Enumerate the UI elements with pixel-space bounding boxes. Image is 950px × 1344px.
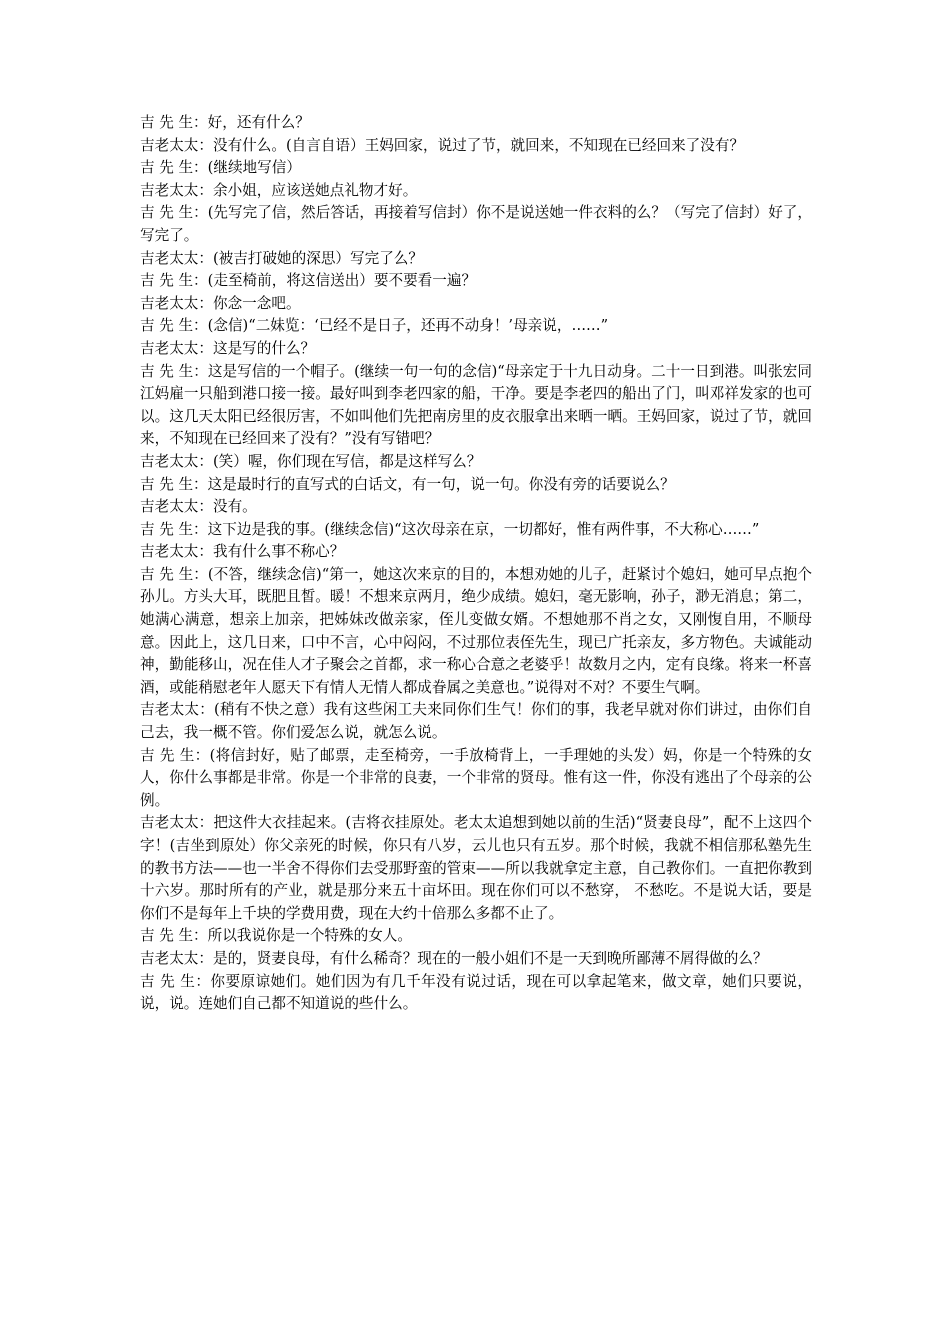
speaker-label: 吉 先 生：	[140, 972, 211, 990]
line-text: 这是写的什么？	[212, 339, 316, 357]
line-text: 你要原谅她们。她们因为有几千年没有说过话，现在可以拿起笔来，做文章，她们只要说，说，说。连她们自己都不知道说的些什么。	[140, 972, 812, 1013]
speaker-label: 吉 先 生：	[140, 204, 208, 222]
dialogue-line	[140, 925, 812, 948]
dialogue-line	[140, 745, 812, 813]
speaker-label: 吉老太太：	[140, 814, 214, 832]
dialogue-line	[140, 112, 812, 135]
line-text: 好，还有什么？	[207, 114, 310, 131]
speaker-label: 吉 先 生：	[140, 272, 208, 290]
line-text: 你念一念吧。	[212, 294, 301, 312]
line-text: 没有。	[212, 498, 257, 516]
speaker-label: 吉 先 生：	[140, 475, 208, 493]
line-text: (先写完了信，然后答话，再接着写信封）你不是说送她一件衣料的么？（写完了信封）好了，写完了。	[140, 204, 813, 244]
line-text: (不答，继续念信)“第一，她这次来京的目的，本想劝她的儿子，赶紧讨个媳妇，她可早点抱个孙儿。方头大耳，既肥且皙。暖！不想来京两月，绝少成绩。媳妇，毫无影响，孙子，渺无消息；第二，她满心满意，想亲上加亲，把姊妹改做亲家，侄儿变做女婿。不想她那不肖之女，又刚愎自用，不顺母意。因此上，这几日来，口中不言，心中闷闷，不过那位表侄先生，现已广托亲友，多方物色。夫诚能动神，勤能移山，况在佳人才子聚会之首都，求一称心合意之老婆乎！故数月之内，定有良缘。将来一杯喜酒，或能稍慰老年人愿天下有情人无情人都成眷属之美意也。”说得对不对？不要生气啊。	[140, 565, 812, 696]
speaker-label: 吉老太太：	[140, 452, 213, 470]
line-text: 这下边是我的事。(继续念信)“这次母亲在京，一切都好，惟有两件事，不大称心……”	[207, 520, 760, 538]
dialogue-line	[140, 519, 812, 542]
speaker-label: 吉 先 生：	[140, 520, 208, 538]
script-dialogue	[140, 112, 812, 1016]
dialogue-line	[140, 699, 812, 744]
speaker-label: 吉 先 生：	[140, 927, 208, 945]
speaker-label: 吉老太太：	[140, 949, 213, 967]
line-text: 我有什么事不称心？	[212, 543, 345, 561]
line-text: (将信封好，贴了邮票，走至椅旁，一手放椅背上，一手理她的头发）妈，你是一个特殊的女人，你什么事都是非常。你是一个非常的良妻，一个非常的贤母。惟有这一件，你没有逃出了个母亲的公例。	[140, 746, 813, 809]
speaker-label: 吉 先 生：	[140, 317, 208, 335]
dialogue-line	[140, 496, 812, 519]
speaker-label: 吉 先 生：	[140, 114, 208, 131]
dialogue-line	[140, 474, 812, 497]
line-text: 余小姐，应该送她点礼物才好。	[212, 181, 418, 199]
speaker-label: 吉 先 生：	[140, 159, 208, 177]
dialogue-line	[140, 451, 812, 474]
dialogue-line	[140, 157, 812, 180]
speaker-label: 吉老太太：	[140, 249, 213, 267]
dialogue-line	[140, 293, 812, 316]
dialogue-line	[140, 315, 812, 338]
line-text: (继续地写信）	[207, 159, 301, 177]
speaker-label: 吉 先 生：	[140, 362, 208, 380]
dialogue-line	[140, 812, 812, 925]
speaker-label: 吉老太太：	[140, 701, 215, 719]
dialogue-line	[140, 202, 812, 247]
line-text: (被吉打破她的深思）写完了么？	[212, 249, 423, 267]
dialogue-line	[140, 180, 812, 203]
dialogue-line	[140, 971, 812, 1016]
line-text: 这是最时行的直写式的白话文，有一句，说一句。你没有旁的话要说么？	[207, 475, 675, 493]
line-text: (稍有不快之意）我有这些闲工夫来同你们生气！你们的事，我老早就对你们讲过，由你们自己去，我一概不管。你们爱怎么说，就怎么说。	[140, 701, 812, 742]
speaker-label: 吉 先 生：	[140, 746, 210, 764]
speaker-label: 吉老太太：	[140, 498, 213, 516]
line-text: 是的，贤妻良母，有什么稀奇？现在的一般小姐们不是一天到晚所鄙薄不屑得做的么？	[212, 949, 768, 967]
dialogue-line	[140, 135, 812, 158]
speaker-label: 吉老太太：	[140, 294, 213, 312]
line-text: 把这件大衣挂起来。(吉将衣挂原处。老太太追想到她以前的生活)“贤妻良母”，配不上这四个字！(吉坐到原处）你父亲死的时候，你只有八岁，云儿也只有五岁。那个时候，我就不相信那私塾先生的教书方法——也一半舍不得你们去受那野蛮的管束——所以我就拿定主意，自己教你们。一直把你教到十六岁。那时所有的产业，就是那分来五十亩坏田。现在你们可以不愁穿， 不愁吃。不是说大话，要是你们不是每年上千块的学费用费，现在大约十倍那么多都不止了。	[140, 814, 812, 922]
speaker-label: 吉老太太：	[140, 136, 213, 154]
line-text: 所以我说你是一个特殊的女人。	[207, 927, 412, 945]
speaker-label: 吉老太太：	[140, 339, 213, 357]
line-text: (念信)“二妹览：‘已经不是日子，还再不动身！’母亲说，……”	[207, 317, 609, 335]
line-text: 没有什么。(自言自语）王妈回家，说过了节，就回来，不知现在已经回来了没有？	[212, 136, 745, 154]
line-text: (笑）喔，你们现在写信，都是这样写么？	[212, 452, 482, 470]
dialogue-line	[140, 564, 812, 700]
dialogue-line	[140, 270, 812, 293]
speaker-label: 吉老太太：	[140, 543, 213, 561]
dialogue-line	[140, 248, 812, 271]
dialogue-line	[140, 948, 812, 971]
speaker-label: 吉 先 生：	[140, 565, 208, 583]
speaker-label: 吉老太太：	[140, 181, 213, 199]
dialogue-line	[140, 361, 812, 451]
line-text: 这是写信的一个帽子。(继续一句一句的念信)“母亲定于十九日动身。二十一日到港。叫张宏同江妈雇一只船到港口接一接。最好叫到李老四家的船，干净。要是李老四的船出了门，叫邓祥发家的也可以。这几天太阳已经很厉害，不如叫他们先把南房里的皮衣服拿出来晒一晒。王妈回家，说过了节，就回来，不知现在已经回来了没有？”没有写错吧？	[140, 362, 812, 448]
dialogue-line	[140, 338, 812, 361]
line-text: (走至椅前，将这信送出）要不要看一遍？	[207, 272, 477, 290]
dialogue-line	[140, 541, 812, 564]
